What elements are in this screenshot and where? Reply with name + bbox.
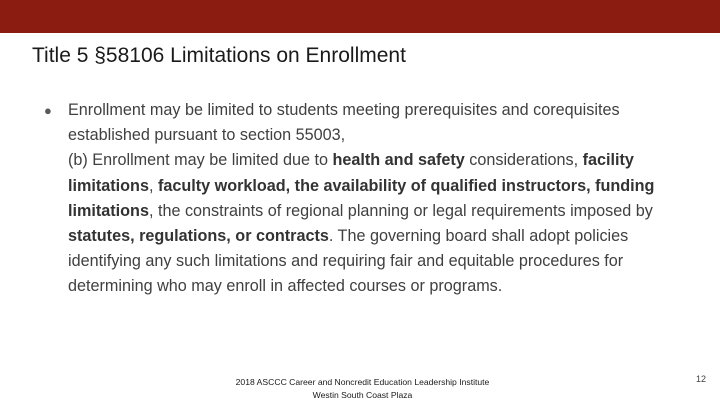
paragraph-b-mid2: , [148,176,158,195]
footer-event: 2018 ASCCC Career and Noncredit Education Leadership Institute [235,377,490,387]
bold-health-safety: health and safety [332,151,465,170]
slide-body [44,98,694,300]
paragraph-b-suffix: . The governing board shall adopt policies identifying any such limitations and requiring fair and equitable procedures for determining who may enroll in affected courses or programs. [68,227,629,296]
slide-footer [190,376,535,402]
footer-venue: Westin South Coast Plaza [312,390,413,400]
page-number: 12 [695,374,706,384]
paragraph-b-prefix: (b) Enrollment may be limited due to [68,151,333,170]
paragraph-b-mid1: considerations, [464,151,583,170]
bullet-icon: ● [44,103,52,118]
bold-statutes: statutes, regulations, or contracts [68,227,329,246]
bold-workload-funding: faculty workload, the availability of qualified instructors, funding limitations [68,176,655,220]
bullet-paragraph [68,98,694,300]
paragraph-b-mid3: , the constraints of regional planning or legal requirements imposed by [148,201,653,220]
slide-title: Title 5 §58106 Limitations on Enrollment [32,44,406,67]
paragraph-line-a: Enrollment may be limited to students meeting prerequisites and corequisites established pursuant to section 55003, [68,101,620,145]
bold-facility-limitations: facility limitations [68,151,634,195]
header-band [0,0,720,33]
